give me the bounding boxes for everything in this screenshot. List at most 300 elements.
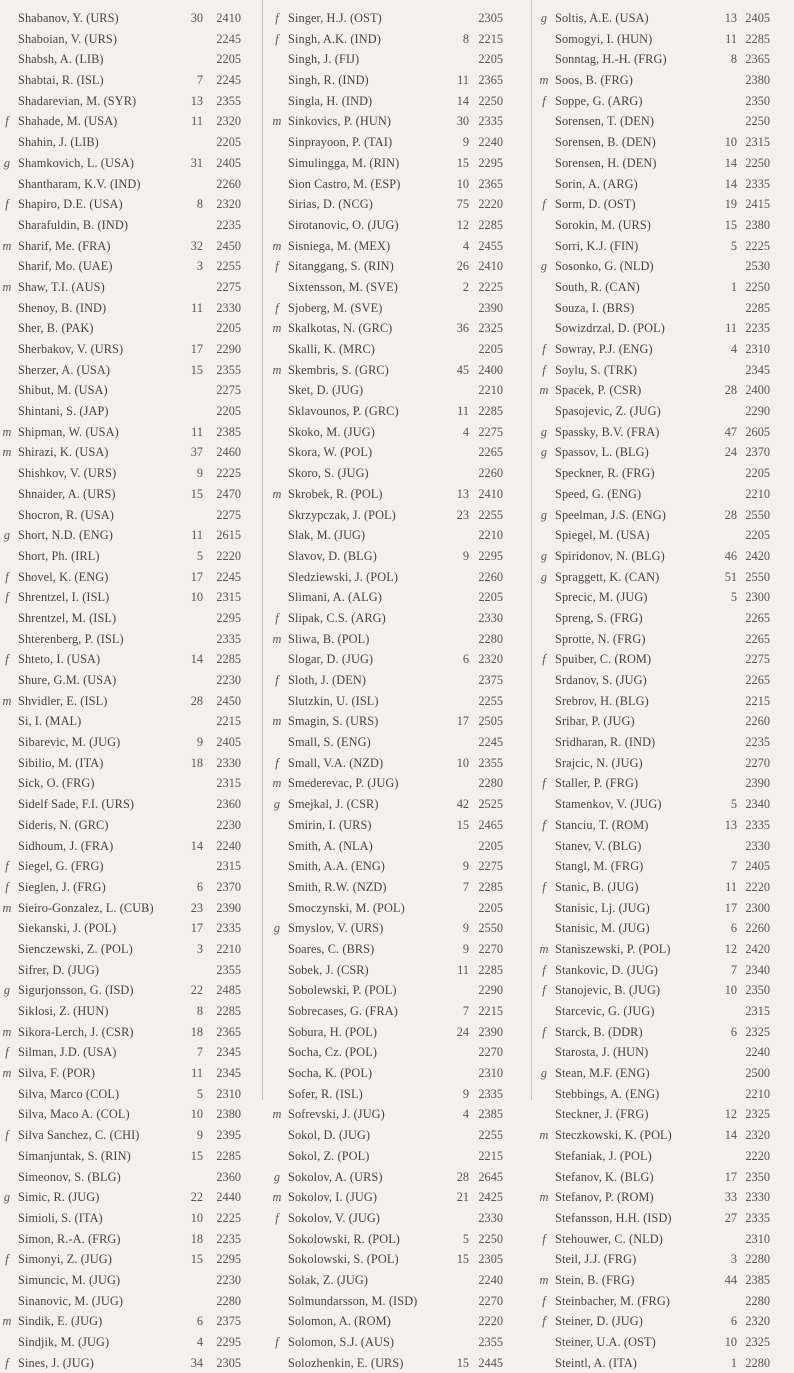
list-item	[270, 442, 530, 463]
player-name: Spreng, S. (FRG)	[555, 610, 643, 625]
list-item	[0, 111, 255, 132]
list-item	[537, 70, 794, 91]
player-name: Smederevac, P. (JUG)	[288, 776, 399, 791]
player-name: Srdanov, S. (JUG)	[555, 673, 647, 687]
games-count: 15	[456, 155, 469, 170]
title-marker: f	[275, 1210, 279, 1225]
rating-value: 2280	[745, 1252, 770, 1267]
player-name: Soylu, S. (TRK)	[555, 362, 638, 377]
player-name: Sindik, E. (JUG)	[18, 1314, 103, 1329]
rating-value: 2275	[216, 279, 241, 294]
player-name: Sion Castro, M. (ESP)	[288, 176, 401, 191]
title-marker: f	[5, 1045, 9, 1060]
rating-value: 2310	[478, 1066, 503, 1081]
rating-value: 2330	[478, 610, 503, 625]
rating-value: 2410	[478, 259, 503, 274]
rating-value: 2320	[478, 652, 503, 667]
player-name: Spassky, B.V. (FRA)	[555, 424, 660, 439]
games-count: 22	[190, 1190, 203, 1205]
list-item	[0, 773, 255, 794]
player-name: Sorensen, H. (DEN)	[555, 155, 657, 170]
games-count: 24	[724, 445, 737, 460]
title-marker: f	[5, 1252, 9, 1267]
list-item	[270, 732, 530, 753]
games-count: 15	[190, 362, 203, 377]
rating-value: 2270	[478, 1045, 503, 1060]
rating-value: 2225	[745, 238, 770, 253]
player-name: Stefansson, H.H. (ISD)	[555, 1210, 672, 1225]
list-item	[0, 1187, 255, 1208]
list-item	[537, 587, 794, 608]
rating-value: 2380	[745, 73, 770, 88]
games-count: 9	[462, 548, 469, 563]
player-name: Sinanovic, M. (JUG)	[18, 1293, 124, 1308]
games-count: 11	[725, 31, 737, 46]
list-item	[537, 546, 794, 567]
rating-value: 2265	[478, 445, 503, 460]
list-item	[270, 960, 530, 981]
rating-value: 2405	[216, 735, 241, 750]
rating-value: 2225	[216, 1210, 241, 1225]
rating-value: 2455	[478, 238, 503, 253]
title-marker: m	[2, 279, 12, 294]
title-marker: m	[2, 424, 12, 439]
rating-value: 2295	[216, 1252, 241, 1267]
list-item	[270, 401, 530, 422]
rating-value: 2205	[216, 321, 241, 336]
list-item	[270, 1229, 530, 1250]
games-count: 28	[190, 693, 203, 708]
list-item	[537, 401, 794, 422]
player-name: Sorensen, B. (DEN)	[555, 135, 656, 150]
rating-value: 2380	[216, 1107, 241, 1122]
list-item	[270, 629, 530, 650]
title-marker: f	[542, 342, 546, 356]
player-name: Sherbakov, V. (URS)	[18, 342, 124, 356]
rating-value: 2255	[478, 693, 503, 708]
games-count: 10	[724, 983, 737, 998]
rating-value: 2210	[745, 486, 770, 501]
player-name: Stein, B. (FRG)	[555, 1272, 635, 1287]
player-name: Sjoberg, M. (SVE)	[288, 300, 383, 315]
games-count: 14	[724, 176, 737, 191]
list-item	[270, 8, 530, 29]
games-count: 13	[456, 486, 469, 501]
rating-value: 2305	[478, 11, 503, 25]
title-marker: g	[540, 11, 548, 25]
player-name: Sigurjonsson, G. (ISD)	[18, 983, 134, 998]
games-count: 47	[724, 424, 737, 439]
player-name: Steiner, D. (JUG)	[555, 1314, 643, 1329]
list-item	[270, 567, 530, 588]
list-item	[270, 980, 530, 1001]
rating-value: 2205	[216, 135, 241, 150]
rating-value: 2210	[745, 1086, 770, 1101]
games-count: 9	[462, 941, 469, 956]
rating-value: 2205	[216, 52, 241, 67]
games-count: 28	[724, 507, 737, 522]
list-item	[0, 753, 255, 774]
player-name: Stefanov, K. (BLG)	[555, 1169, 654, 1184]
games-count: 15	[456, 1252, 469, 1267]
list-item	[537, 463, 794, 484]
player-name: Spacek, P. (CSR)	[555, 383, 642, 398]
list-item	[270, 1291, 530, 1312]
rating-value: 2315	[216, 859, 241, 874]
player-name: Starck, B. (DDR)	[555, 1024, 643, 1039]
title-marker: m	[539, 1272, 549, 1287]
title-marker: f	[275, 755, 279, 770]
games-count: 11	[191, 300, 203, 315]
rating-value: 2265	[745, 610, 770, 625]
games-count: 17	[190, 921, 203, 936]
rating-value: 2320	[216, 114, 241, 129]
rating-value: 2320	[216, 197, 241, 212]
list-item	[537, 1022, 794, 1043]
player-name: Sharif, Mo. (UAE)	[18, 259, 113, 274]
list-item	[270, 70, 530, 91]
player-name: Smirin, I. (URS)	[288, 817, 372, 832]
player-name: Shrentzel, M. (ISL)	[18, 610, 117, 625]
player-name: Solomon, A. (ROM)	[288, 1314, 391, 1329]
rating-value: 2385	[216, 424, 241, 439]
player-name: Skrzypczak, J. (POL)	[288, 507, 396, 522]
rating-value: 2245	[216, 569, 241, 584]
player-name: Stanojevic, B. (JUG)	[555, 983, 661, 998]
list-item	[537, 980, 794, 1001]
list-item	[537, 1229, 794, 1250]
rating-value: 2275	[745, 652, 770, 667]
rating-value: 2210	[478, 383, 503, 398]
player-name: Socha, K. (POL)	[288, 1066, 373, 1081]
list-item	[537, 1001, 794, 1022]
rating-value: 2365	[478, 176, 503, 191]
rating-value: 2605	[745, 424, 770, 439]
games-count: 17	[190, 342, 203, 356]
list-item	[537, 505, 794, 526]
games-count: 5	[462, 1231, 469, 1246]
rating-value: 2215	[216, 714, 241, 729]
rating-value: 2325	[478, 321, 503, 336]
rating-value: 2365	[216, 1024, 241, 1039]
list-item	[537, 298, 794, 319]
title-marker: f	[542, 962, 546, 977]
rating-value: 2205	[216, 404, 241, 419]
games-count: 3	[730, 1252, 737, 1267]
player-name: Small, V.A. (NZD)	[288, 755, 384, 770]
games-count: 6	[196, 879, 203, 894]
list-item	[0, 1291, 255, 1312]
title-marker: m	[2, 238, 12, 253]
list-item	[0, 1229, 255, 1250]
list-item	[537, 132, 794, 153]
title-marker: f	[275, 673, 279, 687]
player-name: Sieglen, J. (FRG)	[18, 879, 106, 894]
rating-value: 2550	[478, 921, 503, 936]
games-count: 13	[190, 93, 203, 108]
list-item	[537, 29, 794, 50]
list-item	[270, 898, 530, 919]
rating-value: 2270	[745, 755, 770, 770]
list-item	[0, 1332, 255, 1353]
title-marker: f	[542, 776, 546, 791]
games-count: 10	[190, 590, 203, 605]
list-item	[537, 1291, 794, 1312]
player-name: Simuncic, M. (JUG)	[18, 1272, 121, 1287]
player-name: Spiridonov, N. (BLG)	[555, 548, 665, 563]
rating-value: 2240	[478, 135, 503, 150]
title-marker: f	[275, 31, 279, 46]
player-name: Small, S. (ENG)	[288, 735, 371, 750]
player-name: Siegel, G. (FRG)	[18, 859, 104, 874]
player-name: Spasojevic, Z. (JUG)	[555, 404, 661, 419]
rating-value: 2375	[478, 673, 503, 687]
rating-value: 2355	[216, 962, 241, 977]
list-item	[0, 1270, 255, 1291]
title-marker: f	[542, 362, 546, 377]
player-name: Speckner, R. (FRG)	[555, 466, 655, 481]
player-name: Si, I. (MAL)	[18, 714, 82, 729]
rating-value: 2315	[745, 1004, 770, 1018]
list-item	[0, 256, 255, 277]
rating-value: 2245	[216, 31, 241, 46]
rating-value: 2285	[478, 879, 503, 894]
rating-value: 2240	[478, 1272, 503, 1287]
games-count: 10	[724, 1335, 737, 1349]
title-marker: g	[540, 424, 548, 439]
rating-value: 2230	[216, 673, 241, 687]
rating-value: 2215	[478, 31, 503, 46]
games-count: 51	[724, 569, 737, 584]
player-name: Sideris, N. (GRC)	[18, 817, 109, 832]
list-item	[270, 318, 530, 339]
games-count: 5	[196, 548, 203, 563]
title-marker: f	[275, 1335, 279, 1349]
list-item	[537, 339, 794, 360]
player-name: Spuiber, C. (ROM)	[555, 652, 652, 667]
player-name: Stankovic, D. (JUG)	[555, 962, 658, 977]
rating-value: 2285	[478, 217, 503, 232]
rating-value: 2340	[745, 962, 770, 977]
rating-value: 2335	[216, 921, 241, 936]
player-name: Shamkovich, L. (USA)	[18, 155, 135, 170]
rating-value: 2485	[216, 983, 241, 998]
player-name: Shabsh, A. (LIB)	[18, 52, 104, 67]
list-item	[537, 629, 794, 650]
rating-value: 2420	[745, 548, 770, 563]
list-item	[270, 1104, 530, 1125]
rating-value: 2315	[216, 776, 241, 791]
player-name: Skalkotas, N. (GRC)	[288, 321, 393, 336]
player-name: Solmundarsson, M. (ISD)	[288, 1293, 418, 1308]
games-count: 30	[456, 114, 469, 129]
title-marker: f	[5, 859, 9, 874]
list-item	[537, 318, 794, 339]
list-item	[537, 1270, 794, 1291]
list-item	[270, 174, 530, 195]
title-marker: f	[542, 1314, 546, 1329]
list-item	[270, 298, 530, 319]
rating-value: 2460	[216, 445, 241, 460]
games-count: 3	[196, 941, 203, 956]
list-item	[270, 1125, 530, 1146]
rating-value: 2275	[216, 383, 241, 398]
player-name: Shnaider, A. (URS)	[18, 486, 116, 501]
player-name: Shaboian, V. (URS)	[18, 31, 118, 46]
list-item	[0, 546, 255, 567]
rating-value: 2405	[745, 11, 770, 25]
list-item	[537, 194, 794, 215]
player-name: Steczkowski, K. (POL)	[555, 1128, 672, 1143]
games-count: 4	[462, 1107, 469, 1122]
list-item	[0, 670, 255, 691]
list-item	[0, 442, 255, 463]
list-item	[0, 277, 255, 298]
title-marker: f	[5, 197, 9, 212]
list-item	[270, 856, 530, 877]
list-item	[270, 422, 530, 443]
list-item	[0, 587, 255, 608]
list-item	[537, 753, 794, 774]
rating-value: 2310	[216, 1086, 241, 1101]
games-count: 22	[190, 983, 203, 998]
list-item	[270, 939, 530, 960]
title-marker: g	[3, 983, 11, 998]
player-name: Starosta, J. (HUN)	[555, 1045, 649, 1060]
player-name: Sribar, P. (JUG)	[555, 714, 635, 729]
list-item	[537, 1249, 794, 1270]
player-name: Souza, I. (BRS)	[555, 300, 635, 315]
rating-value: 2215	[745, 693, 770, 708]
rating-value: 2415	[745, 197, 770, 212]
list-item	[270, 670, 530, 691]
list-item	[0, 815, 255, 836]
list-item	[0, 1022, 255, 1043]
rating-value: 2310	[745, 342, 770, 356]
list-item	[270, 1063, 530, 1084]
rating-value: 2405	[745, 859, 770, 874]
rating-value: 2280	[216, 1293, 241, 1308]
games-count: 14	[724, 155, 737, 170]
title-marker: m	[2, 1024, 12, 1039]
rating-value: 2220	[216, 548, 241, 563]
rating-value: 2410	[216, 11, 241, 25]
player-name: Sokol, D. (JUG)	[288, 1128, 371, 1143]
games-count: 28	[456, 1169, 469, 1184]
games-count: 11	[725, 321, 737, 336]
rating-value: 2365	[745, 52, 770, 67]
rating-value: 2235	[216, 217, 241, 232]
rating-value: 2285	[745, 31, 770, 46]
games-count: 12	[456, 217, 469, 232]
player-name: Sines, J. (JUG)	[18, 1355, 94, 1370]
title-marker: g	[540, 507, 548, 522]
rating-value: 2305	[216, 1355, 241, 1370]
player-name: Sher, B. (PAK)	[18, 321, 94, 336]
list-item	[0, 1104, 255, 1125]
games-count: 11	[191, 114, 203, 129]
list-item	[270, 815, 530, 836]
player-name: Shipman, W. (USA)	[18, 424, 119, 439]
list-item	[270, 1146, 530, 1167]
player-name: Sinkovics, P. (HUN)	[288, 114, 392, 129]
rating-value: 2210	[478, 528, 503, 543]
list-item	[270, 1311, 530, 1332]
player-name: Shrentzel, I. (ISL)	[18, 590, 110, 605]
rating-value: 2355	[478, 755, 503, 770]
player-name: Slogar, D. (JUG)	[288, 652, 374, 667]
player-name: Sibilio, M. (ITA)	[18, 755, 104, 770]
list-item	[0, 29, 255, 50]
list-item	[537, 649, 794, 670]
list-item	[537, 836, 794, 857]
rating-value: 2260	[478, 569, 503, 584]
player-name: Simulingga, M. (RIN)	[288, 155, 400, 170]
games-count: 18	[190, 755, 203, 770]
player-name: South, R. (CAN)	[555, 279, 640, 294]
player-name: Stefanov, P. (ROM)	[555, 1190, 654, 1205]
player-name: Skalli, K. (MRC)	[288, 342, 375, 356]
rating-value: 2450	[216, 693, 241, 708]
title-marker: m	[2, 1314, 12, 1329]
player-name: Speelman, J.S. (ENG)	[555, 507, 666, 522]
list-item	[0, 484, 255, 505]
games-count: 10	[724, 135, 737, 150]
list-item	[270, 1001, 530, 1022]
player-name: Slutzkin, U. (ISL)	[288, 693, 379, 708]
list-item	[0, 401, 255, 422]
rating-value: 2220	[745, 879, 770, 894]
rating-value: 2350	[745, 1169, 770, 1184]
title-marker: m	[272, 714, 282, 729]
list-item	[0, 1084, 255, 1105]
rating-value: 2450	[216, 238, 241, 253]
rating-value: 2335	[745, 1210, 770, 1225]
rating-value: 2365	[478, 73, 503, 88]
list-item	[0, 49, 255, 70]
player-name: Somogyi, I. (HUN)	[555, 31, 653, 46]
rating-value: 2295	[478, 155, 503, 170]
games-count: 4	[730, 342, 737, 356]
list-item	[0, 960, 255, 981]
rating-value: 2245	[478, 735, 503, 750]
player-name: Smith, R.W. (NZD)	[288, 879, 387, 894]
title-marker: m	[272, 776, 282, 791]
list-item	[537, 1208, 794, 1229]
rating-value: 2315	[216, 590, 241, 605]
rating-value: 2445	[478, 1355, 503, 1370]
title-marker: m	[539, 1128, 549, 1143]
title-marker: m	[272, 114, 282, 129]
player-name: Sonntag, H.-H. (FRG)	[555, 52, 667, 67]
list-item	[270, 587, 530, 608]
rating-value: 2345	[216, 1045, 241, 1060]
list-item	[0, 1353, 255, 1373]
player-name: Simeonov, S. (BLG)	[18, 1169, 121, 1184]
title-marker: m	[539, 383, 549, 398]
rating-value: 2390	[478, 300, 503, 315]
list-item	[0, 298, 255, 319]
player-name: Shantharam, K.V. (IND)	[18, 176, 141, 191]
list-item	[537, 153, 794, 174]
games-count: 15	[190, 486, 203, 501]
rating-value: 2385	[745, 1272, 770, 1287]
player-name: Sokol, Z. (POL)	[288, 1148, 370, 1163]
player-name: Shadarevian, M. (SYR)	[18, 93, 137, 108]
player-name: Shaw, T.I. (AUS)	[18, 279, 105, 294]
games-count: 17	[724, 900, 737, 915]
games-count: 6	[462, 652, 469, 667]
